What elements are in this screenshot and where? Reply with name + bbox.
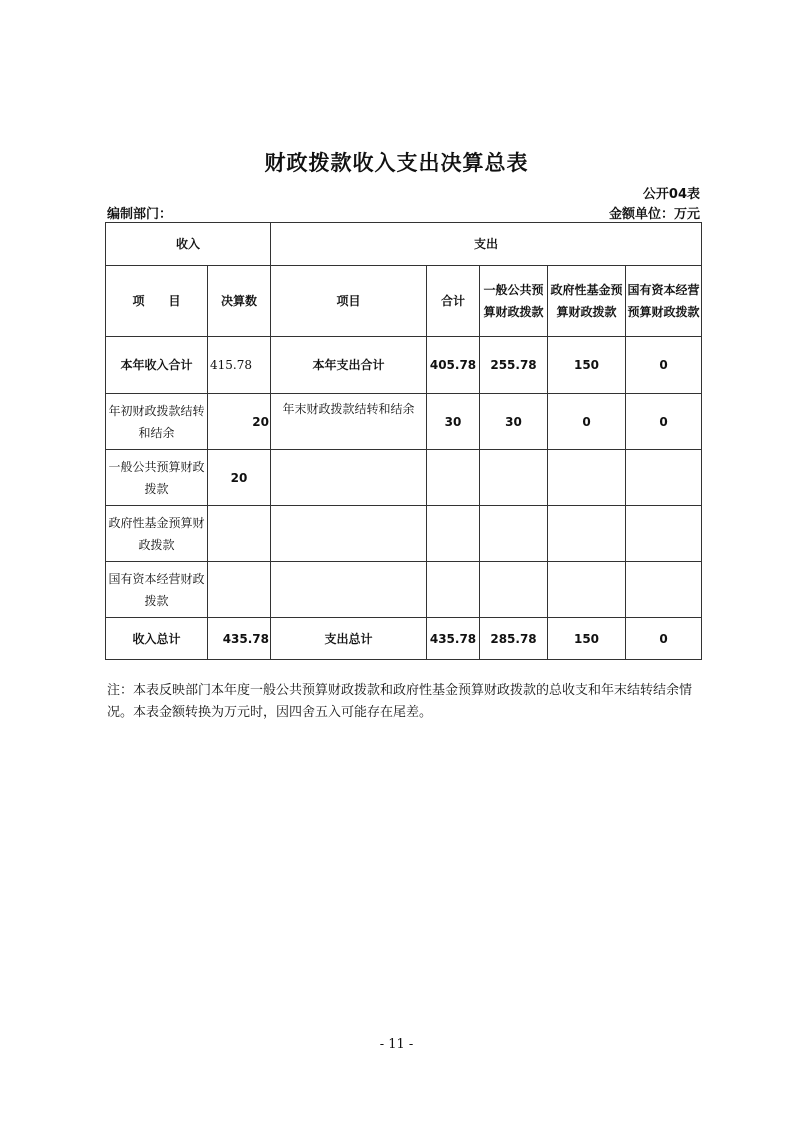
col-amount: 决算数 <box>208 266 271 337</box>
cell-general: 30 <box>480 394 548 450</box>
cell-in-amount: 435.78 <box>208 618 271 660</box>
cell-in-item: 年初财政拨款结转和结余 <box>106 394 208 450</box>
cell-gov-fund <box>548 450 626 506</box>
cell-total <box>427 562 480 618</box>
cell-in-item: 收入总计 <box>106 618 208 660</box>
table-row <box>106 562 702 618</box>
cell-in-amount: 20 <box>208 450 271 506</box>
cell-state-capital <box>626 506 702 562</box>
cell-in-item: 国有资本经营财政拨款 <box>106 562 208 618</box>
cell-general <box>480 450 548 506</box>
cell-state-capital <box>626 450 702 506</box>
cell-gov-fund: 150 <box>548 618 626 660</box>
table-row <box>106 506 702 562</box>
cell-state-capital: 0 <box>626 394 702 450</box>
cell-in-item: 政府性基金预算财政拨款 <box>106 506 208 562</box>
form-number: 公开04表 <box>642 187 700 202</box>
cell-gov-fund: 150 <box>548 337 626 394</box>
cell-in-amount: 415.78 <box>208 337 271 394</box>
col-item: 项 目 <box>106 266 208 337</box>
cell-total <box>427 506 480 562</box>
cell-general: 285.78 <box>480 618 548 660</box>
header-row-2 <box>106 266 702 337</box>
cell-state-capital <box>626 562 702 618</box>
cell-general <box>480 506 548 562</box>
cell-out-item: 年末财政拨款结转和结余 <box>271 394 427 450</box>
cell-out-item: 支出总计 <box>271 618 427 660</box>
cell-gov-fund: 0 <box>548 394 626 450</box>
cell-gov-fund <box>548 562 626 618</box>
footnote: 注：本表反映部门本年度一般公共预算财政拨款和政府性基金预算财政拨款的总收支和年末结转结余情况。本表金额转换为万元时，因四舍五入可能存在尾差。 <box>107 683 693 720</box>
table-row <box>106 394 702 450</box>
cell-out-item <box>271 506 427 562</box>
expense-header: 支出 <box>271 223 702 266</box>
header-row-1 <box>106 223 702 266</box>
cell-in-amount: 20 <box>208 394 271 450</box>
cell-state-capital: 0 <box>626 337 702 394</box>
col-exp-item: 项目 <box>271 266 427 337</box>
table-row <box>106 618 702 660</box>
table-row <box>106 450 702 506</box>
col-general: 一般公共预算财政拨款 <box>480 266 548 337</box>
cell-total: 405.78 <box>427 337 480 394</box>
income-header: 收入 <box>106 223 271 266</box>
cell-general: 255.78 <box>480 337 548 394</box>
cell-in-item: 本年收入合计 <box>106 337 208 394</box>
cell-total: 435.78 <box>427 618 480 660</box>
cell-total: 30 <box>427 394 480 450</box>
cell-total <box>427 450 480 506</box>
cell-in-amount <box>208 562 271 618</box>
cell-state-capital: 0 <box>626 618 702 660</box>
cell-general <box>480 562 548 618</box>
cell-gov-fund <box>548 506 626 562</box>
page-title: 财政拨款收入支出决算总表 <box>264 151 529 175</box>
cell-out-item <box>271 562 427 618</box>
department-label: 编制部门： <box>107 207 173 222</box>
unit-label: 金额单位：万元 <box>608 207 700 222</box>
budget-table <box>105 222 702 660</box>
col-total: 合计 <box>427 266 480 337</box>
page-number: - 11 - <box>379 1037 414 1052</box>
cell-out-item: 本年支出合计 <box>271 337 427 394</box>
cell-in-amount <box>208 506 271 562</box>
cell-in-item: 一般公共预算财政拨款 <box>106 450 208 506</box>
table-row <box>106 337 702 394</box>
cell-out-item <box>271 450 427 506</box>
col-state-capital: 国有资本经营预算财政拨款 <box>626 266 702 337</box>
col-gov-fund: 政府性基金预算财政拨款 <box>548 266 626 337</box>
